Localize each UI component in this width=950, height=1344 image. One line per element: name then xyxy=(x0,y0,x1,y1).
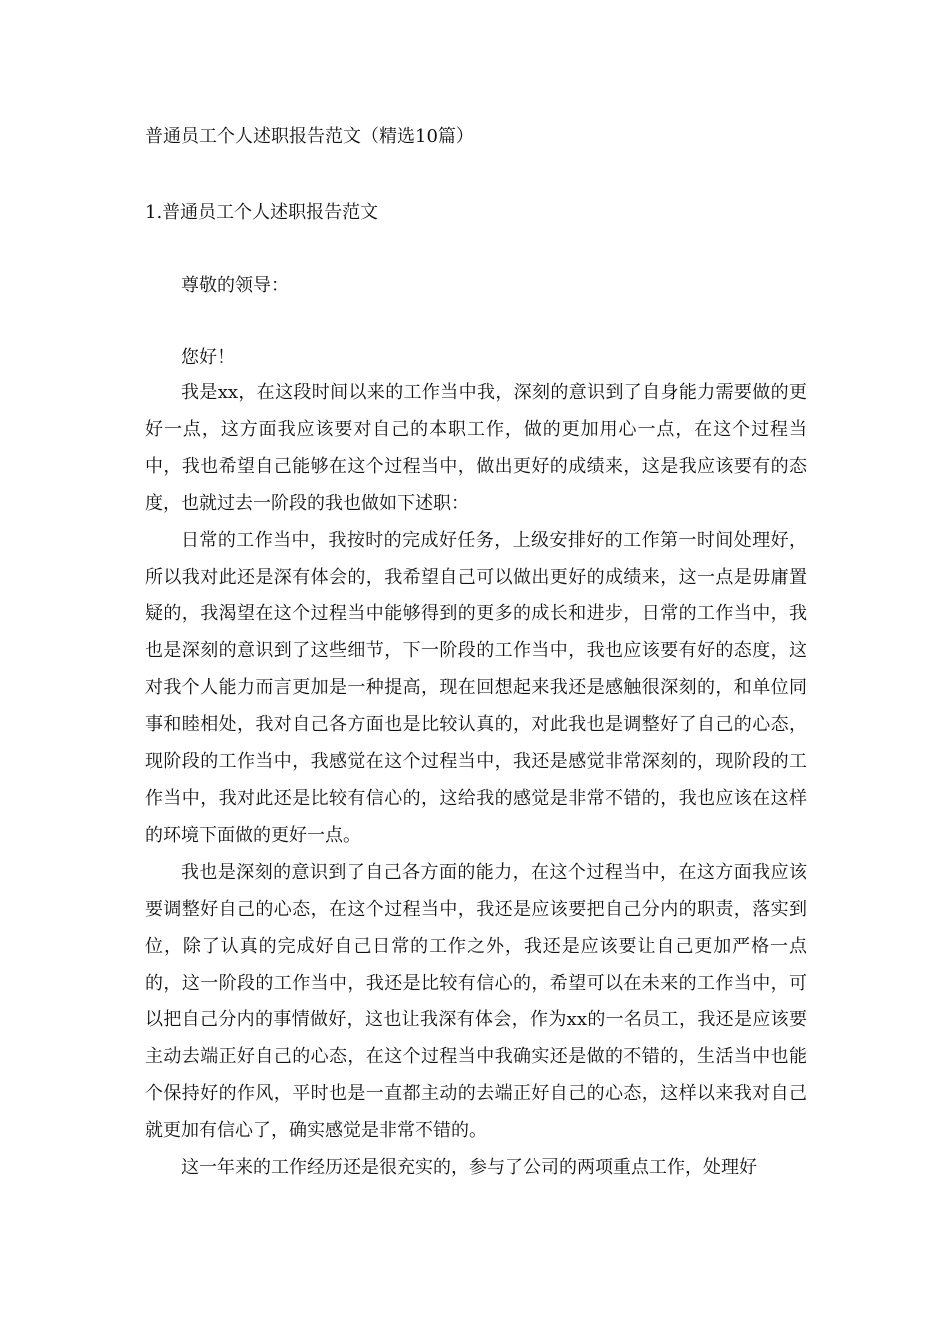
body-text xyxy=(145,375,807,1187)
salutation: 尊敬的领导： xyxy=(181,275,289,296)
greeting: 您好！ xyxy=(181,347,235,368)
section-heading: 1.普通员工个人述职报告范文 xyxy=(145,202,379,223)
document-title: 普通员工个人述职报告范文（精选10篇） xyxy=(145,126,474,147)
paragraph-2: 日常的工作当中，我按时的完成好任务，上级安排好的工作第一时间处理好，所以我对此还是深有体会的，我希望自己可以做出更好的成绩来，这一点是毋庸置疑的，我渴望在这个过程当中能够得到的更多的成长和进步，日常的工作当中，我也是深刻的意识到了这些细节，下一阶段的工作当中，我也应该要有好的态度，这对我个人能力而言更加是一种提高，现在回想起来我还是感触很深刻的，和单位同事和睦相处，我对自己各方面也是比较认真的，对此我也是调整好了自己的心态，现阶段的工作当中，我感觉在这个过程当中，我还是感觉非常深刻的，现阶段的工作当中，我对此还是比较有信心的，这给我的感觉是非常不错的，我也应该在这样的环境下面做的更好一点。 xyxy=(145,529,807,846)
paragraph-3: 我也是深刻的意识到了自己各方面的能力，在这个过程当中，在这方面我应该要调整好自己的心态，在这个过程当中，我还是应该要把自己分内的职责，落实到位，除了认真的完成好自己日常的工作之外，我还是应该要让自己更加严格一点的，这一阶段的工作当中，我还是比较有信心的，希望可以在未来的工作当中，可以把自己分内的事情做好，这也让我深有体会，作为xx的一名员工，我还是应该要主动去端正好自己的心态，在这个过程当中我确实还是做的不错的，生活当中也能个保持好的作风，平时也是一直都主动的去端正好自己的心态，这样以来我对自己就更加有信心了，确实感觉是非常不错的。 xyxy=(145,861,807,1142)
paragraph-1: 我是xx，在这段时间以来的工作当中我，深刻的意识到了自身能力需要做的更好一点，这方面我应该要对自己的本职工作，做的更加用心一点，在这个过程当中，我也希望自己能够在这个过程当中，做出更好的成绩来，这是我应该要有的态度，也就过去一阶段的我也做如下述职： xyxy=(145,382,807,514)
paragraph-4: 这一年来的工作经历还是很充实的，参与了公司的两项重点工作，处理好 xyxy=(181,1157,757,1179)
